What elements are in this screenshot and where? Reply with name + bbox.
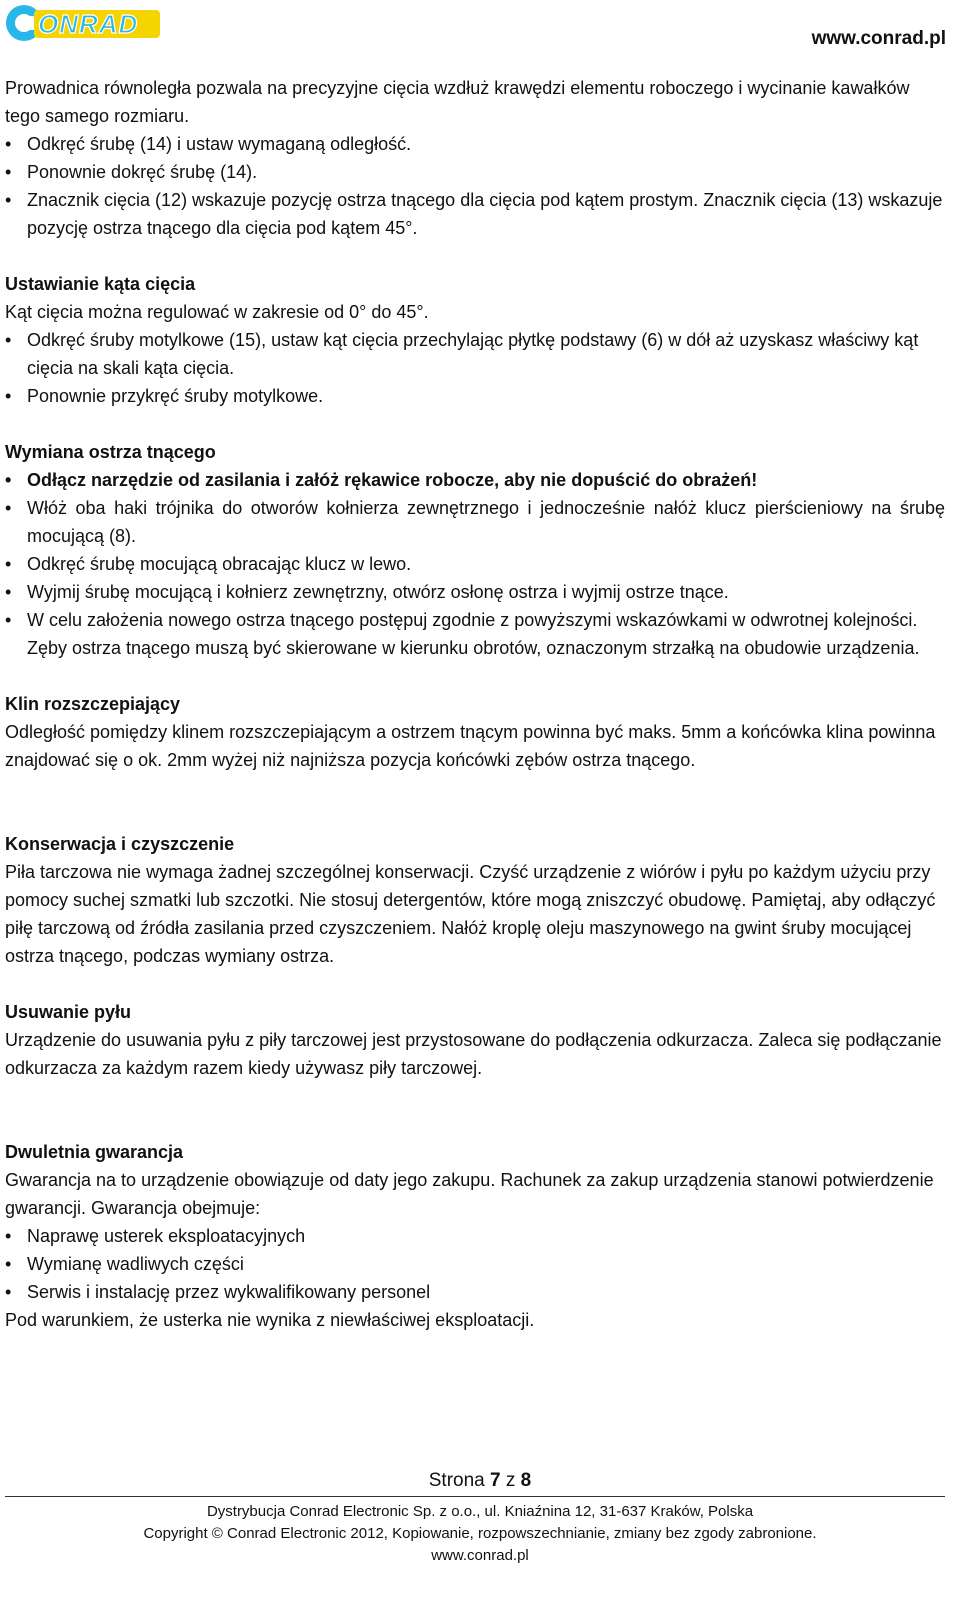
page-prefix: Strona (428, 1470, 485, 1491)
page-total: 8 (520, 1470, 532, 1491)
list-item: • Serwis i instalację przez wykwalifikowany personel (5, 1278, 945, 1306)
section-heading-maintenance: Konserwacja i czyszczenie (5, 834, 235, 854)
section-heading-warranty: Dwuletnia gwarancja (5, 1142, 184, 1162)
blade-list (5, 466, 945, 662)
maintenance-paragraph: Piła tarczowa nie wymaga żadnej szczególnej konserwacji. Czyść urządzenie z wiórów i pyłu po każdym użyciu przy pomocy suchej szmatki lub szczotki. Nie stosuj detergentów, które mogą zniszczyć obudowę. Pamiętaj, aby odłączyć piłę tarczową od źródła zasilania przed czyszczeniem. Nałóż kroplę oleju maszynowego na gwint śruby mocującej ostrza tnącego, podczas wymiany ostrza. (5, 862, 936, 966)
page-of: z (505, 1470, 516, 1491)
list-item: • Ponownie dokręć śrubę (14). (5, 158, 945, 186)
conrad-logo (4, 2, 162, 44)
section-heading-wedge: Klin rozszczepiający (5, 694, 181, 714)
svg-text:ONRAD: ONRAD (38, 9, 139, 39)
angle-paragraph: Kąt cięcia można regulować w zakresie od 0° do 45°. (5, 302, 429, 322)
list-item: • Odkręć śrubę mocującą obracając klucz w lewo. (5, 550, 945, 578)
section-heading-dust: Usuwanie pyłu (5, 1002, 132, 1022)
page-footer (0, 1468, 960, 1564)
footer-divider (5, 1496, 945, 1497)
list-item: • Naprawę usterek eksploatacyjnych (5, 1222, 945, 1250)
section-heading-blade: Wymiana ostrza tnącego (5, 442, 216, 462)
list-item: • W celu założenia nowego ostrza tnącego postępuj zgodnie z powyższymi wskazówkami w odwrotnej kolejności. Zęby ostrza tnącego muszą być skierowane w kierunku obrotów, oznaczonym strzałką na obudowie urządzenia. (5, 606, 945, 662)
warranty-paragraph: Gwarancja na to urządzenie obowiązuje od daty jego zakupu. Rachunek za zakup urządzenia stanowi potwierdzenie gwarancji. Gwarancja obejmuje: (5, 1170, 934, 1218)
footer-distributor: Dystrybucja Conrad Electronic Sp. z o.o., ul. Kniaźnina 12, 31-637 Kraków, Polska (206, 1503, 754, 1520)
page-number (0, 1468, 960, 1494)
section-heading-angle: Ustawianie kąta cięcia (5, 274, 196, 294)
list-item: • Wyjmij śrubę mocującą i kołnierz zewnętrzny, otwórz osłonę ostrza i wyjmij ostrze tnące. (5, 578, 945, 606)
footer-info (0, 1501, 960, 1567)
wedge-paragraph: Odległość pomiędzy klinem rozszczepiającym a ostrzem tnącym powinna być maks. 5mm a końcówka klina powinna znajdować się o ok. 2mm wyżej niż najniższa pozycja końcówki zębów ostrza tnącego. (5, 722, 936, 770)
list-item: • Wymianę wadliwych części (5, 1250, 945, 1278)
list-item: • Włóż oba haki trójnika do otworów kołnierza zewnętrznego i jednocześnie nałóż klucz pierścieniowy na śrubę mocującą (8). (5, 494, 945, 550)
footer-copyright: Copyright © Conrad Electronic 2012, Kopiowanie, rozpowszechnianie, zmiany bez zgody zabronione. (143, 1525, 817, 1542)
header-website[interactable]: www.conrad.pl (811, 28, 946, 49)
footer-website[interactable]: www.conrad.pl (431, 1547, 529, 1564)
page-header (0, 0, 960, 56)
dust-paragraph: Urządzenie do usuwania pyłu z piły tarczowej jest przystosowane do podłączenia odkurzacza. Zaleca się podłączanie odkurzacza za każdym razem kiedy używasz piły tarczowej. (5, 1030, 942, 1078)
list-item: • Odkręć śruby motylkowe (15), ustaw kąt cięcia przechylając płytkę podstawy (6) w dół aż uzyskasz właściwy kąt cięcia na skali kąta cięcia. (5, 326, 945, 382)
warranty-list (5, 1222, 945, 1306)
warranty-closing: Pod warunkiem, że usterka nie wynika z niewłaściwej eksploatacji. (5, 1310, 535, 1330)
page-current: 7 (490, 1470, 501, 1491)
list-item: • Odkręć śrubę (14) i ustaw wymaganą odległość. (5, 130, 945, 158)
intro-paragraph: Prowadnica równoległa pozwala na precyzyjne cięcia wzdłuż krawędzi elementu roboczego i wycinanie kawałków tego samego rozmiaru. (5, 78, 910, 126)
document-body (5, 74, 945, 1334)
list-item: • Znacznik cięcia (12) wskazuje pozycję ostrza tnącego dla cięcia pod kątem prostym. Znacznik cięcia (13) wskazuje pozycję ostrza tnącego dla cięcia pod kątem 45°. (5, 186, 945, 242)
warning-item: • Odłącz narzędzie od zasilania i załóż rękawice robocze, aby nie dopuścić do obrażeń! (5, 466, 945, 494)
intro-list (5, 130, 945, 242)
angle-list (5, 326, 945, 410)
list-item: • Ponownie przykręć śruby motylkowe. (5, 382, 945, 410)
